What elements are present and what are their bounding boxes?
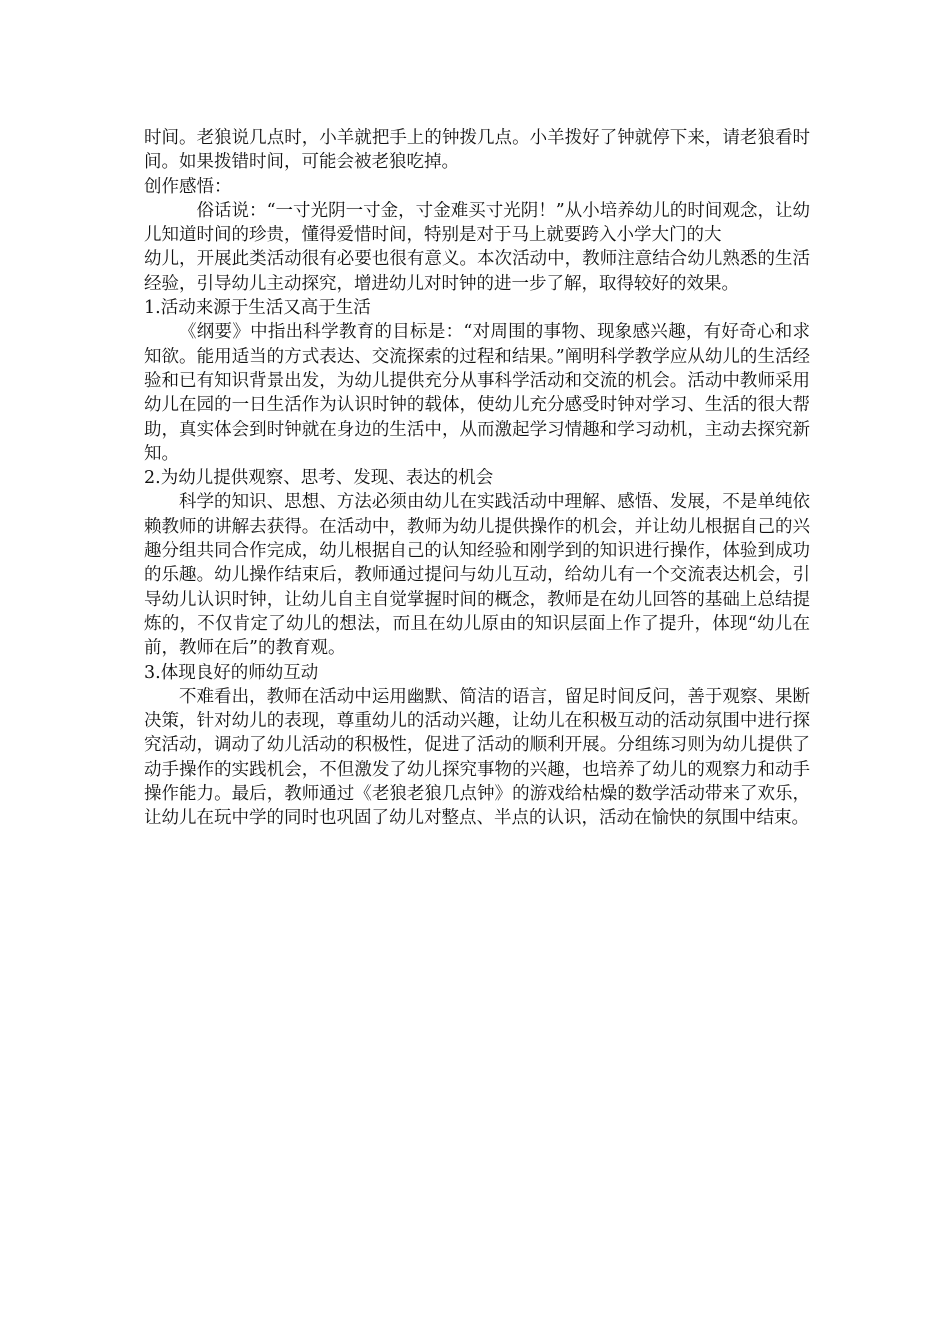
intro-paragraph: 时间。老狼说几点时，小羊就把手上的钟拨几点。小羊拨好了钟就停下来，请老狼看时间。如果拨错时间，可能会被老狼吃掉。 — [144, 128, 810, 173]
section-paragraph-1: 《纲要》中指出科学教育的目标是：“对周围的事物、现象感兴趣，有好奇心和求知欲。能用适当的方式表达、交流探索的过程和结果。”阐明科学教学应从幼儿的生活经验和已有知识背景出发，为幼儿提供充分从事科学活动和交流的机会。活动中教师采用幼儿在园的一日生活作为认识时钟的载体，使幼儿充分感受时钟对学习、生活的很大帮助，真实体会到时钟就在身边的生活中，从而激起学习情趣和学习动机，主动去探究新知。 — [144, 322, 810, 464]
document-body — [144, 126, 810, 831]
section-paragraph-3: 不难看出，教师在活动中运用幽默、简洁的语言，留足时间反问，善于观察、果断决策，针对幼儿的表现，尊重幼儿的活动兴趣，让幼儿在积极互动的活动氛围中进行探究活动，调动了幼儿活动的积极性，促进了活动的顺利开展。分组练习则为幼儿提供了动手操作的实践机会，不但激发了幼儿探究事物的兴趣，也培养了幼儿的观察力和动手操作能力。最后，教师通过《老狼老狼几点钟》的游戏给枯燥的数学活动带来了欢乐，让幼儿在玩中学的同时也巩固了幼儿对整点、半点的认识，活动在愉快的氛围中结束。 — [144, 686, 810, 829]
section-paragraph-2: 科学的知识、思想、方法必须由幼儿在实践活动中理解、感悟、发展，不是单纯依赖教师的讲解去获得。在活动中，教师为幼儿提供操作的机会，并让幼儿根据自己的兴趣分组共同合作完成，幼儿根据自己的认知经验和刚学到的知识进行操作，体验到成功的乐趣。幼儿操作结束后，教师通过提问与幼儿互动，给幼儿有一个交流表达机会，引导幼儿认识时钟，让幼儿自主自觉掌握时间的概念，教师是在幼儿回答的基础上总结提炼的，不仅肯定了幼儿的想法，而且在幼儿原由的知识层面上作了提升，体现“幼儿在前，教师在后”的教育观。 — [144, 492, 810, 659]
saying-continuation-paragraph: 幼儿，开展此类活动很有必要也很有意义。本次活动中，教师注意结合幼儿熟悉的生活经验，引导幼儿主动探究，增进幼儿对时钟的进一步了解，取得较好的效果。 — [144, 249, 810, 294]
section-heading-3: 3.体现良好的师幼互动 — [144, 662, 319, 683]
creation-label: 创作感悟： — [144, 176, 232, 197]
section-heading-2: 2.为幼儿提供观察、思考、发现、表达的机会 — [144, 468, 494, 489]
saying-paragraph: 俗话说：“一寸光阴一寸金，寸金难买寸光阴！”从小培养幼儿的时间观念，让幼儿知道时间的珍贵，懂得爱惜时间，特别是对于马上就要跨入小学大门的大 — [144, 200, 810, 246]
section-heading-1: 1.活动来源于生活又高于生活 — [144, 298, 371, 319]
